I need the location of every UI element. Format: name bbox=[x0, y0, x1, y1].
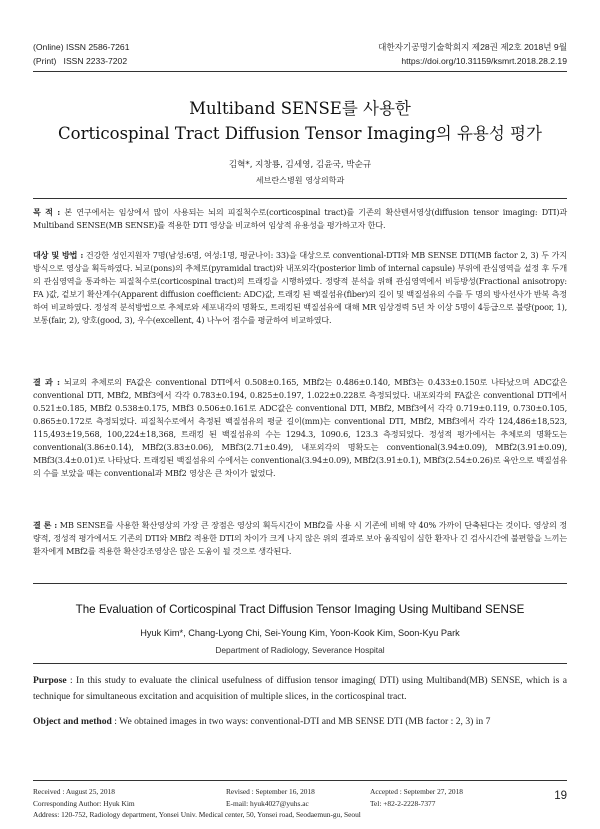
abstract-en-purpose bbox=[33, 673, 567, 705]
author-email[interactable]: E-mail: hyuk4027@yuhs.ac bbox=[226, 798, 309, 808]
result-text-ko: 뇌교의 추체로의 FA값은 conventional DTI에서 0.508±0.165, MBf2는 0.486±0.140, MBf3는 0.433±0.150로 나타났으며 ADC값은 conventional DTI, MBf2, MBf3에서 각각 0.783±0.194, 0.825±0.197, 1.022±0.228로 측정되었다. 내포외각의 FA값은 conventional DTI에서 0.521±0.185, MBf2 0.538±0.175, MBf3 0.506±0.161로 ADC값은 conventional DTI, MBf2, MBf3에서 각각 0.719±0.119, 0.730±0.105, 0.865±0.172로 측정되었다. 피질척수로에서 측정된 백질섬유의 평균 길이(mm)는 conventional DTI, MBf2, MBf3에서 각각 124,486±18,523, 115,493±19,568, 100,224±18,368, 트래킹 된 백질섬유의 수는 1294.3, 1090.6, 123.3 측정되었다. 정성적 평가에서는 추체로의 명확도는 conventional(3.86±0.14), MBf2(3.83±0.06), MBf3(2.71±0.49), 내포외각의 명확도는 conventional(3.94±0.09), MBf2(3.91±0.09), MBf3(3.4±0.01)로 나타났다. 트래킹된 백질섬유의 수에서는 conventional(3.94±0.09), MBf2(3.91±0.1), MBf3(2.54±0.26)로 육안으로 백질섬유의 수를 보았을 때는 conventional과 MBf2 영상은 큰 차이가 없었다. bbox=[33, 377, 567, 478]
title-ko-line1: Multiband SENSE를 사용한 bbox=[189, 99, 411, 118]
method-label-en: Object and method bbox=[33, 716, 112, 727]
affiliation-en: Department of Radiology, Severance Hospital bbox=[215, 645, 385, 655]
purpose-text-ko: 본 연구에서는 임상에서 많이 사용되는 뇌의 피질척수로(corticospinal tract)를 기존의 확산텐서영상(diffusion tensor imaging: DTI)과 Multiband SENSE(MB SENSE)를 적용한 DTI 영상을 비교하여 임상적 유용성을 평가하고자 한다. bbox=[33, 207, 568, 230]
title-en: The Evaluation of Corticospinal Tract Diffusion Tensor Imaging Using Multiband SENSE bbox=[75, 603, 525, 616]
revised-date: Revised : September 16, 2018 bbox=[226, 787, 315, 796]
authors-en: Hyuk Kim*, Chang-Lyong Chi, Sei-Young Kim, Yoon-Kook Kim, Soon-Kyu Park bbox=[140, 628, 460, 638]
abstract-ko-result bbox=[33, 376, 567, 480]
title-ko-line2: Corticospinal Tract Diffusion Tensor Imaging의 유용성 평가 bbox=[58, 124, 542, 143]
affiliation-ko: 세브란스병원 영상의학과 bbox=[255, 175, 345, 185]
page-number: 19 bbox=[554, 790, 567, 802]
abstract-ko-method bbox=[33, 249, 567, 327]
authors-ko: 김혁*, 지창룡, 김세영, 김윤국, 박순규 bbox=[228, 160, 372, 170]
result-label-ko: 결 과 : bbox=[33, 377, 60, 387]
abstract-ko-purpose bbox=[33, 206, 567, 232]
issn-online: (Online) ISSN 2586-7261 bbox=[33, 42, 130, 52]
footer-rule bbox=[33, 780, 567, 781]
author-address: Address: 120-752, Radiology department, Yonsei Univ. Medical center, 50, Yonsei road, Seodaemun-gu, Seoul bbox=[33, 810, 361, 819]
doi-link[interactable]: https://doi.org/10.31159/ksmrt.2018.28.2.19 bbox=[401, 56, 567, 66]
abstract-en-method bbox=[33, 714, 567, 730]
journal-header bbox=[33, 40, 567, 68]
abstract-top-rule bbox=[33, 198, 567, 199]
journal-name: 대한자기공명기술학회지 제28권 제2호 2018년 9월 bbox=[378, 42, 567, 52]
conclusion-text-ko: MB SENSE를 사용한 확산영상의 가장 큰 장점은 영상의 획득시간이 MBf2를 사용 시 기존에 비해 약 40% 가까이 단축된다는 것이다. 영상의 정량적, 정성적 평가에서도 기존의 DTI와 MBf2 적용한 DTI의 차이가 크게 나지 않은 위의 결과로 보아 움직임이 심한 환자나 긴 검사시간에 불편함을 느끼는 환자에게 MBf2를 적용한 확산강조영상은 많은 도움이 될 것으로 생각된다. bbox=[33, 520, 568, 556]
corresponding-author: Corresponding Author: Hyuk Kim bbox=[33, 798, 135, 808]
purpose-label-ko: 목 적 : bbox=[33, 207, 61, 217]
purpose-text-en: : In this study to evaluate the clinical usefulness of diffusion tensor imaging( DTI) using Multiband(MB) SENSE, which is a technique for simultaneous excitation and acquisition of multiple slices, in the corticospinal tract. bbox=[33, 675, 567, 702]
issn-print: (Print) ISSN 2233-7202 bbox=[33, 56, 128, 66]
abstract-bottom-rule bbox=[33, 583, 567, 584]
method-label-ko: 대상 및 방법 : bbox=[33, 250, 84, 260]
purpose-label-en: Purpose bbox=[33, 675, 67, 686]
received-date: Received : August 25, 2018 bbox=[33, 787, 115, 796]
accepted-date: Accepted : September 27, 2018 bbox=[370, 787, 463, 796]
en-abstract-rule bbox=[33, 663, 567, 664]
method-text-en: : We obtained images in two ways: conventional-DTI and MB SENSE DTI (MB factor : 2, 3) in 7 bbox=[111, 716, 491, 727]
conclusion-label-ko: 결 론 : bbox=[33, 520, 58, 530]
abstract-ko-conclusion bbox=[33, 519, 567, 558]
header-rule bbox=[33, 71, 567, 72]
author-tel: Tel: +82-2-2228-7377 bbox=[370, 798, 436, 808]
method-text-ko: 건강한 성인지원자 7명(남성:6명, 여성:1명, 평균나이: 33)을 대상으로 conventional-DTI와 MB SENSE DTI(MB factor 2, 3) 두 가지 방식으로 영상을 획득하였다. 뇌교(pons)의 추체로(pyramidal tract)와 내포외각(posterior limb of internal capsule) 부위에 관심영역을 설정 후 두개의 관심영역을 통과하는 피질척수로(corticospinal tract)의 트래킹을 시행하였다. 정량적 분석을 위해 관심영역에서 비등방성(Fractional anisotropy: FA )값, 겉보기 확산계수(Apparent diffusion coefficient: ADC)값, 트래킹 된 백질섬유(fiber)의 길이 및 백질섬유의 수를 두 명의 방사선사가 반복 측정하여 비교하였다. 정성적 분석방법으로 추체로와 세포내각의 명확도, 트래킹된 백질섬유에 대해 MR 임상경력 5년 차 이상 5명이 4등급으로 불량(poor, 1), 보통(fair, 2), 양호(good, 3), 우수(excellent, 4) 나누어 점수를 평균하여 비교하였다. bbox=[33, 250, 567, 325]
